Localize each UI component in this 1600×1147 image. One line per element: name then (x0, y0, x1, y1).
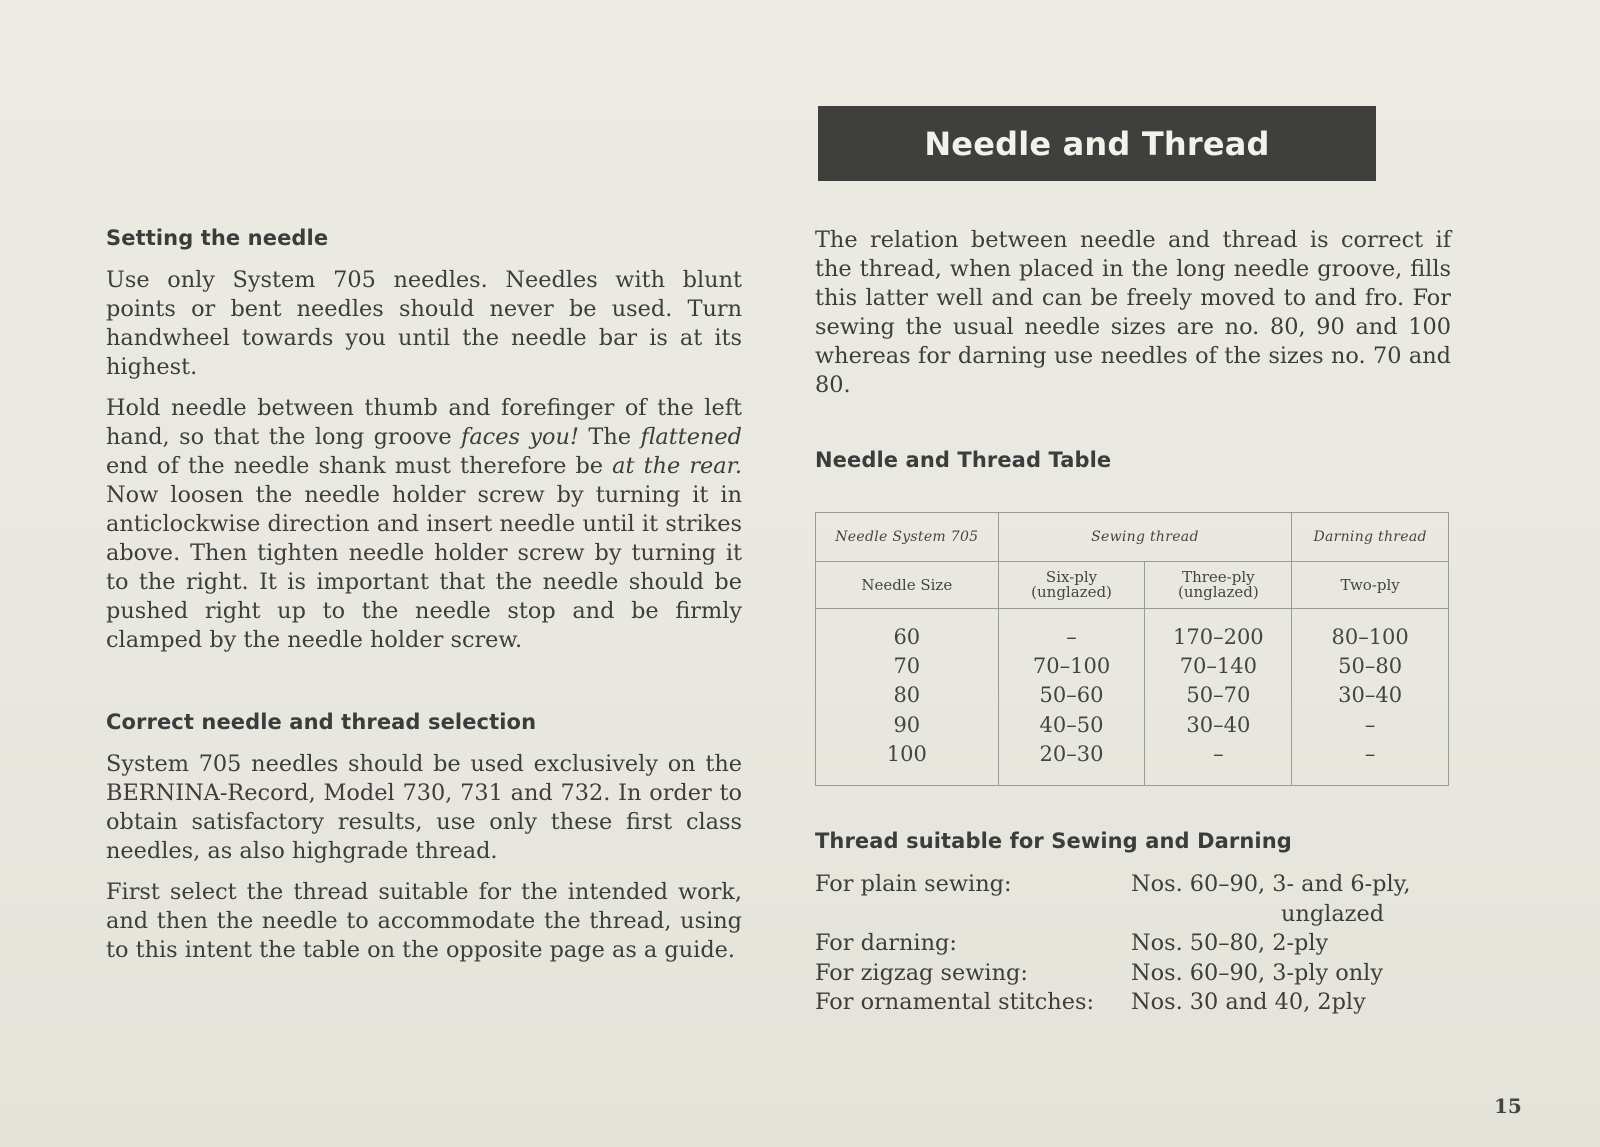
table-cell: 70 (893, 654, 921, 679)
list-item-value-continued: unglazed (1281, 900, 1385, 927)
list-item (815, 988, 1455, 1018)
left-column (106, 226, 742, 965)
two-ply-header: Two-ply (1292, 562, 1449, 609)
table-group-header-row (816, 513, 1449, 562)
two-ply-column (1292, 609, 1449, 786)
list-item-value: Nos. 60–90, 3-ply only (1131, 959, 1383, 986)
setting-needle-paragraph-2: Hold needle between thumb and forefinger of the left hand, so that the long groove faces you! The flattened end of the needle shank must therefore be at the rear. Now loosen the needle holder screw by turning it in anticlockwise direction and insert needle until it strikes above. Then tighten needle holder screw by turning it to the right. It is important that the needle should be pushed right up to the needle stop and be firmly clamped by the needle holder screw. (106, 395, 743, 653)
table-cell: 50–80 (1338, 654, 1403, 679)
table-cell: 60 (893, 625, 921, 649)
right-column (815, 226, 1451, 472)
list-item-value: Nos. 30 and 40, 2ply (1131, 989, 1366, 1015)
table-cell: 30–40 (1338, 683, 1403, 708)
needle-system-header: Needle System 705 (816, 513, 999, 562)
needle-size-column (816, 609, 999, 786)
setting-needle-paragraph-1: Use only System 705 needles. Needles with blunt points or bent needles should never be used. Turn handwheel towards you until the needle bar is at its highest. (106, 267, 742, 380)
page-title: Needle and Thread (818, 106, 1376, 181)
six-ply-header (998, 562, 1145, 609)
six-ply-header-label: Six-ply (unglazed) (1031, 568, 1112, 601)
list-item-value-line: Nos. 60–90, 3- and 6-ply, (1131, 871, 1411, 897)
three-ply-header-label: Three-ply (unglazed) (1177, 568, 1259, 601)
table-cell: 70–140 (1179, 654, 1257, 679)
intro-paragraph: The relation between needle and thread is correct if the thread, when placed in the long needle groove, fills this latter well and can be freely moved to and fro. For sewing the usual needle sizes are no. 80, 90 and 100 whereas for darning use needles of the sizes no. 70 and 80. (815, 227, 1451, 398)
list-item-label: For plain sewing: (815, 871, 1012, 897)
table-cell: 50–60 (1039, 683, 1104, 708)
list-item-value (1131, 870, 1455, 929)
darning-thread-header: Darning thread (1292, 513, 1449, 562)
list-item-label: For darning: (815, 930, 957, 956)
correct-selection-heading: Correct needle and thread selection (106, 710, 537, 734)
needle-size-header: Needle Size (816, 562, 999, 609)
thread-suitable-heading: Thread suitable for Sewing and Darning (815, 829, 1292, 853)
table-cell: – (1364, 741, 1376, 766)
table-column-header-row (816, 562, 1449, 609)
table-cell: 50–70 (1186, 683, 1251, 708)
correct-selection-paragraph-2: First select the thread suitable for the intended work, and then the needle to accommodate the thread, using to this intent the table on the opposite page as a guide. (106, 879, 742, 963)
table-cell: – (1364, 712, 1376, 737)
three-ply-header (1145, 562, 1292, 609)
list-item-label: For ornamental stitches: (815, 989, 1094, 1015)
correct-selection-paragraph-1: System 705 needles should be used exclusively on the BERNINA-Record, Model 730, 731 and 732. In order to obtain satisfactory results, use only these first class needles, as also highgrade thread. (106, 751, 742, 864)
list-item (815, 929, 1455, 959)
page-number: 15 (1494, 1094, 1522, 1118)
table-cell: 80 (893, 683, 921, 708)
table-cell: 90 (893, 712, 921, 737)
list-item-label: For zigzag sewing: (815, 959, 1028, 986)
table-heading: Needle and Thread Table (815, 448, 1112, 472)
setting-needle-heading: Setting the needle (106, 226, 329, 250)
table-cell: 20–30 (1039, 741, 1104, 766)
table-cell: 40–50 (1039, 712, 1104, 737)
table-cell: 80–100 (1331, 625, 1409, 649)
six-ply-column (998, 609, 1145, 786)
table-cell: – (1213, 741, 1224, 766)
table-cell: 170–200 (1173, 625, 1264, 649)
sewing-thread-header: Sewing thread (998, 513, 1292, 562)
table-cell: 100 (886, 741, 927, 766)
three-ply-column (1145, 609, 1292, 786)
table-cell: 70–100 (1032, 654, 1111, 679)
thread-suitable-list (815, 870, 1455, 1018)
list-item (815, 959, 1455, 989)
needle-thread-table (815, 512, 1449, 786)
table-cell: – (1066, 625, 1077, 649)
table-body-row (816, 609, 1449, 786)
list-item (815, 870, 1455, 929)
list-item-value: Nos. 50–80, 2-ply (1131, 930, 1329, 956)
table-cell: 30–40 (1186, 712, 1251, 737)
